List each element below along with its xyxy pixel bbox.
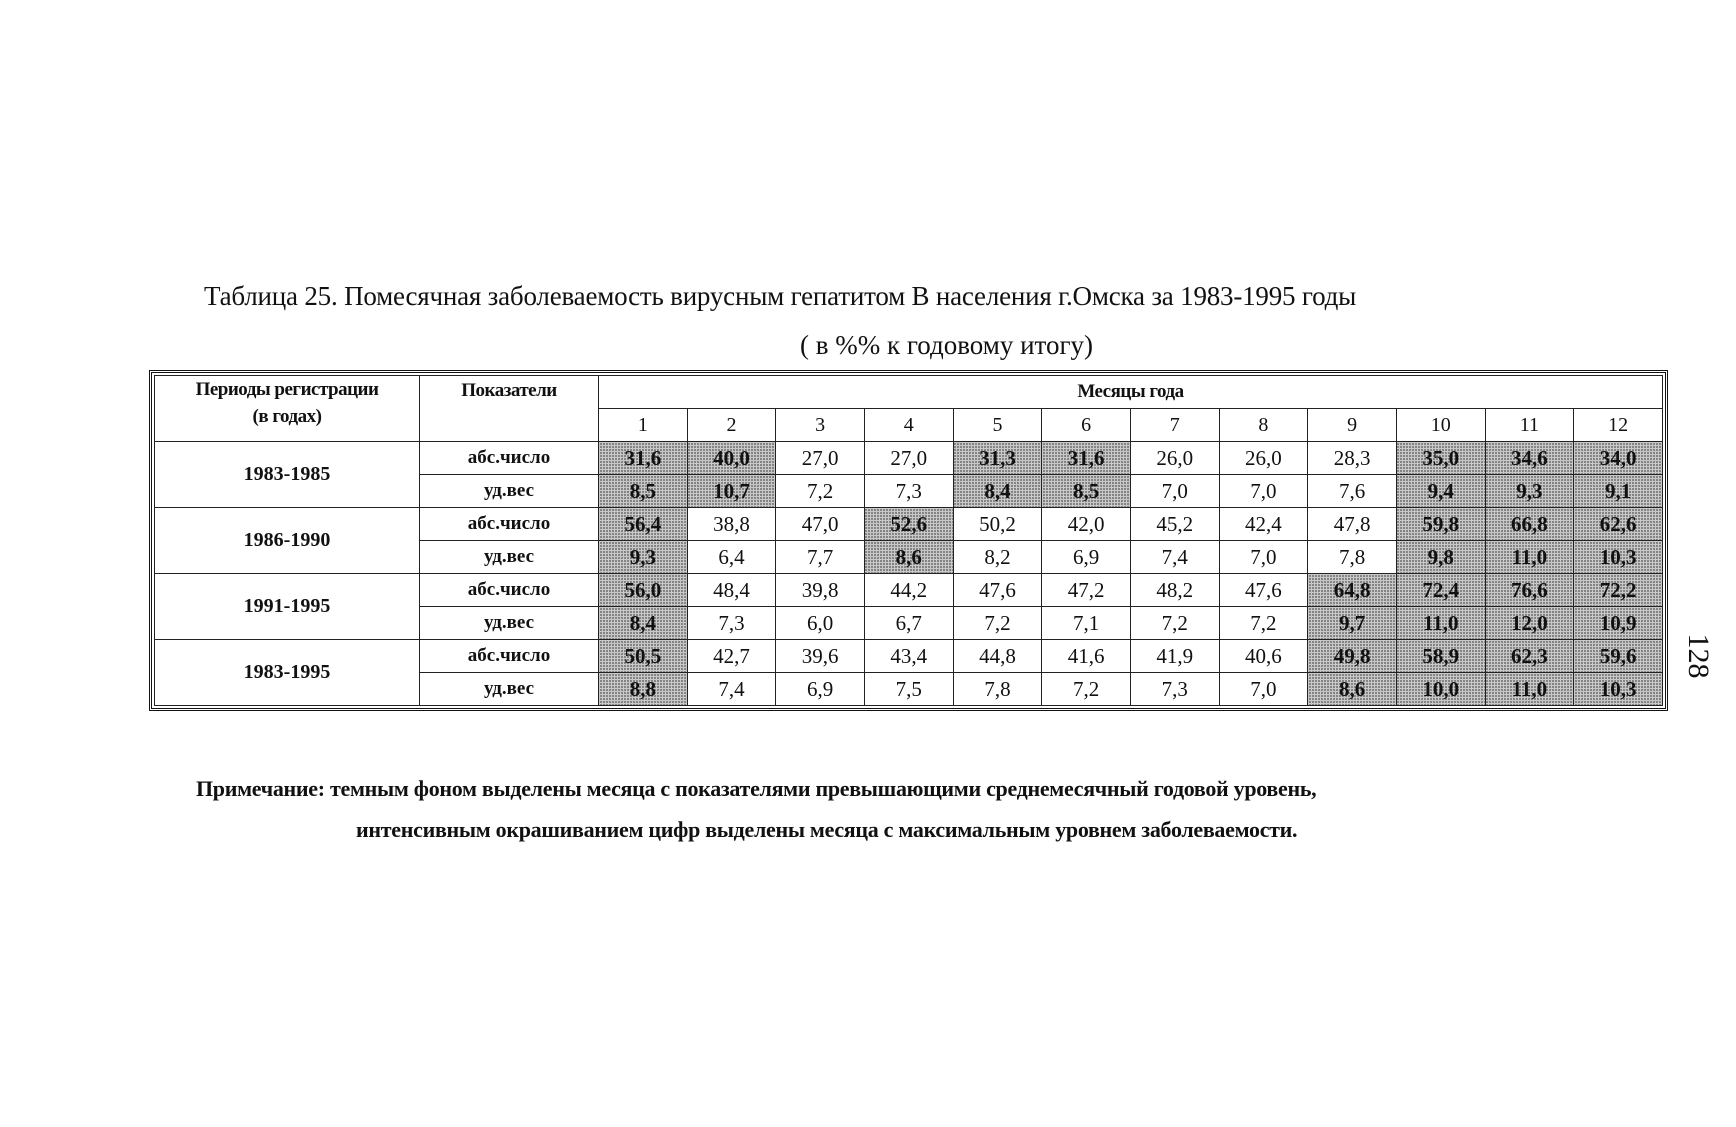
period-cell: 1986-1990 (155, 508, 420, 574)
value-cell-highlighted: 10,3 (1574, 541, 1663, 574)
value-cell: 6,4 (687, 541, 776, 574)
indicator-cell: уд.вес (420, 541, 599, 574)
value-cell: 27,0 (864, 442, 953, 475)
value-cell: 40,6 (1219, 640, 1308, 673)
value-cell-highlighted: 8,6 (864, 541, 953, 574)
value-cell: 7,0 (1130, 475, 1219, 508)
value-cell: 41,6 (1042, 640, 1131, 673)
data-table (154, 375, 1663, 706)
month-header-3: 3 (776, 409, 865, 442)
value-cell-highlighted: 50,5 (599, 640, 688, 673)
indicator-cell: уд.вес (420, 673, 599, 706)
value-cell: 7,4 (687, 673, 776, 706)
value-cell: 48,2 (1130, 574, 1219, 607)
value-cell-highlighted: 66,8 (1485, 508, 1574, 541)
note-line-2: интенсивным окрашиванием цифр выделены месяца с максимальным уровнем заболеваемости. (356, 817, 1298, 842)
value-cell: 7,1 (1042, 607, 1131, 640)
value-cell: 47,0 (776, 508, 865, 541)
value-cell-highlighted: 64,8 (1308, 574, 1397, 607)
value-cell: 45,2 (1130, 508, 1219, 541)
note-line-1: Примечание: темным фоном выделены месяца с показателями превышающими среднемесячный годовой уровень, (196, 776, 1317, 801)
indicator-cell: уд.вес (420, 475, 599, 508)
value-cell-highlighted: 31,3 (953, 442, 1042, 475)
header-indicator: Показатели (420, 376, 599, 442)
value-cell: 47,8 (1308, 508, 1397, 541)
value-cell-highlighted: 72,4 (1396, 574, 1485, 607)
value-cell: 48,4 (687, 574, 776, 607)
month-header-5: 5 (953, 409, 1042, 442)
value-cell: 42,7 (687, 640, 776, 673)
value-cell-highlighted: 9,7 (1308, 607, 1397, 640)
value-cell: 7,6 (1308, 475, 1397, 508)
period-cell: 1983-1995 (155, 640, 420, 706)
value-cell-highlighted: 59,6 (1574, 640, 1663, 673)
value-cell-highlighted: 9,3 (1485, 475, 1574, 508)
value-cell: 28,3 (1308, 442, 1397, 475)
value-cell-highlighted: 52,6 (864, 508, 953, 541)
value-cell: 7,3 (864, 475, 953, 508)
value-cell-highlighted: 72,2 (1574, 574, 1663, 607)
header-months: Месяцы года (599, 376, 1663, 409)
value-cell: 47,6 (1219, 574, 1308, 607)
month-header-8: 8 (1219, 409, 1308, 442)
value-cell-highlighted: 11,0 (1485, 541, 1574, 574)
table-row (155, 442, 1663, 475)
table-body (155, 442, 1663, 706)
value-cell-highlighted: 8,5 (599, 475, 688, 508)
value-cell: 50,2 (953, 508, 1042, 541)
value-cell: 7,0 (1219, 475, 1308, 508)
value-cell-highlighted: 62,6 (1574, 508, 1663, 541)
value-cell-highlighted: 9,3 (599, 541, 688, 574)
value-cell-highlighted: 10,7 (687, 475, 776, 508)
page-number: 128 (1682, 633, 1715, 679)
value-cell-highlighted: 62,3 (1485, 640, 1574, 673)
value-cell: 38,8 (687, 508, 776, 541)
value-cell-highlighted: 10,9 (1574, 607, 1663, 640)
value-cell-highlighted: 9,1 (1574, 475, 1663, 508)
indicator-cell: уд.вес (420, 607, 599, 640)
header-period-line1: Периоды регистрации (195, 379, 379, 400)
period-cell: 1983-1985 (155, 442, 420, 508)
value-cell: 7,5 (864, 673, 953, 706)
month-header-11: 11 (1485, 409, 1574, 442)
value-cell: 7,2 (776, 475, 865, 508)
month-header-10: 10 (1396, 409, 1485, 442)
value-cell-highlighted: 12,0 (1485, 607, 1574, 640)
value-cell-highlighted: 40,0 (687, 442, 776, 475)
value-cell: 44,8 (953, 640, 1042, 673)
value-cell: 7,3 (687, 607, 776, 640)
value-cell: 6,0 (776, 607, 865, 640)
value-cell-highlighted: 8,8 (599, 673, 688, 706)
value-cell-highlighted: 8,6 (1308, 673, 1397, 706)
table-row (155, 508, 1663, 541)
value-cell-highlighted: 56,4 (599, 508, 688, 541)
value-cell-highlighted: 8,4 (599, 607, 688, 640)
month-header-12: 12 (1574, 409, 1663, 442)
value-cell: 7,3 (1130, 673, 1219, 706)
value-cell-highlighted: 10,3 (1574, 673, 1663, 706)
value-cell: 27,0 (776, 442, 865, 475)
indicator-cell: абс.число (420, 574, 599, 607)
indicator-cell: абс.число (420, 640, 599, 673)
value-cell: 7,8 (953, 673, 1042, 706)
table-row (155, 574, 1663, 607)
value-cell: 6,9 (1042, 541, 1131, 574)
value-cell-highlighted: 11,0 (1396, 607, 1485, 640)
value-cell-highlighted: 8,4 (953, 475, 1042, 508)
value-cell-highlighted: 34,6 (1485, 442, 1574, 475)
value-cell: 43,4 (864, 640, 953, 673)
indicator-cell: абс.число (420, 442, 599, 475)
value-cell-highlighted: 76,6 (1485, 574, 1574, 607)
value-cell-highlighted: 10,0 (1396, 673, 1485, 706)
period-cell: 1991-1995 (155, 574, 420, 640)
value-cell: 47,2 (1042, 574, 1131, 607)
value-cell: 7,0 (1219, 541, 1308, 574)
value-cell-highlighted: 35,0 (1396, 442, 1485, 475)
value-cell-highlighted: 58,9 (1396, 640, 1485, 673)
value-cell: 7,0 (1219, 673, 1308, 706)
data-table-frame (149, 370, 1668, 711)
value-cell-highlighted: 9,8 (1396, 541, 1485, 574)
table-subtitle: ( в %% к годовому итогу) (800, 330, 1094, 360)
value-cell: 41,9 (1130, 640, 1219, 673)
month-header-2: 2 (687, 409, 776, 442)
value-cell: 39,8 (776, 574, 865, 607)
value-cell-highlighted: 31,6 (1042, 442, 1131, 475)
value-cell: 7,4 (1130, 541, 1219, 574)
value-cell: 7,8 (1308, 541, 1397, 574)
value-cell: 39,6 (776, 640, 865, 673)
table-row (155, 640, 1663, 673)
value-cell: 7,2 (1042, 673, 1131, 706)
value-cell-highlighted: 49,8 (1308, 640, 1397, 673)
month-header-6: 6 (1042, 409, 1131, 442)
value-cell-highlighted: 56,0 (599, 574, 688, 607)
month-header-1: 1 (599, 409, 688, 442)
month-header-9: 9 (1308, 409, 1397, 442)
value-cell: 6,7 (864, 607, 953, 640)
value-cell: 7,7 (776, 541, 865, 574)
month-header-4: 4 (864, 409, 953, 442)
header-period (155, 376, 420, 442)
value-cell: 26,0 (1219, 442, 1308, 475)
value-cell: 8,2 (953, 541, 1042, 574)
value-cell: 7,2 (953, 607, 1042, 640)
value-cell: 26,0 (1130, 442, 1219, 475)
indicator-cell: абс.число (420, 508, 599, 541)
value-cell: 7,2 (1130, 607, 1219, 640)
value-cell-highlighted: 31,6 (599, 442, 688, 475)
value-cell-highlighted: 11,0 (1485, 673, 1574, 706)
value-cell-highlighted: 8,5 (1042, 475, 1131, 508)
value-cell: 42,0 (1042, 508, 1131, 541)
value-cell: 44,2 (864, 574, 953, 607)
value-cell: 47,6 (953, 574, 1042, 607)
value-cell-highlighted: 34,0 (1574, 442, 1663, 475)
value-cell: 6,9 (776, 673, 865, 706)
value-cell: 7,2 (1219, 607, 1308, 640)
value-cell-highlighted: 9,4 (1396, 475, 1485, 508)
table-title: Таблица 25. Помесячная заболеваемость вирусным гепатитом В населения г.Омска за 1983-1995 годы (204, 281, 1357, 311)
month-header-7: 7 (1130, 409, 1219, 442)
header-period-line2: (в годах) (252, 406, 322, 427)
value-cell-highlighted: 59,8 (1396, 508, 1485, 541)
value-cell: 42,4 (1219, 508, 1308, 541)
